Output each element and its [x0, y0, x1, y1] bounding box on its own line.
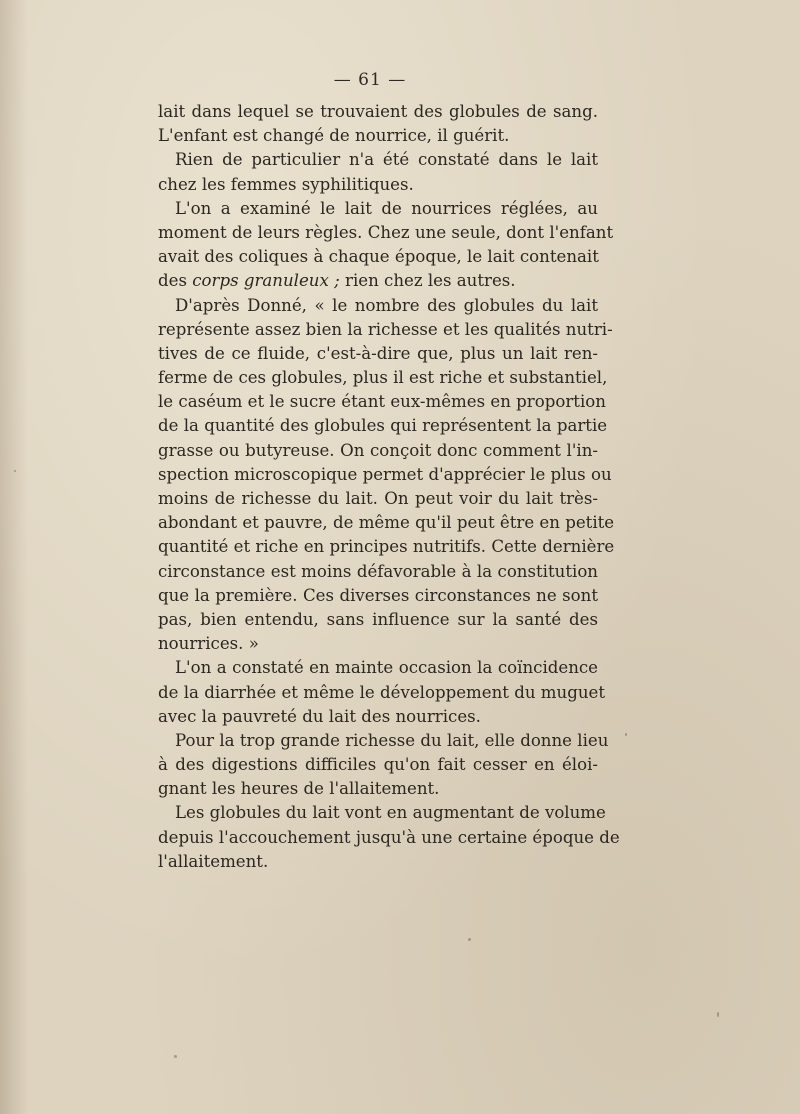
paper-speck: [14, 470, 16, 472]
paragraph: [158, 294, 615, 657]
text-line: depuis l'accouchement jusqu'à une certaine époque de: [158, 827, 620, 847]
paragraph: [158, 197, 614, 294]
text-line: D'après Donné, « le nombre des globules du lait: [175, 295, 598, 315]
text-line: abondant et pauvre, de même qu'il peut être en petite: [158, 513, 615, 533]
text-line: [158, 269, 598, 293]
page-body: [158, 100, 620, 874]
paragraph: [158, 148, 598, 196]
text-line: chez les femmes syphilitiques.: [158, 174, 414, 194]
text-line: moment de leurs règles. Chez une seule, dont l'enfant: [158, 222, 614, 242]
paragraph: [158, 100, 598, 148]
paper-speck: [625, 733, 627, 736]
text-line: ferme de ces globules, plus il est riche et substantiel,: [158, 368, 608, 388]
text-line: L'on a constaté en mainte occasion la coïncidence: [175, 658, 598, 678]
text-line: avec la pauvreté du lait des nourrices.: [158, 706, 481, 726]
paper-speck: [717, 1012, 719, 1017]
page-number: — 61 —: [333, 70, 407, 90]
text-line: grasse ou butyreuse. On conçoit donc comment l'in-: [158, 440, 598, 460]
text-line: nourrices. »: [158, 634, 259, 654]
text-line: à des digestions difficiles qu'on fait cesser en éloi-: [158, 755, 598, 775]
text-line: de la diarrhée et même le développement du muguet: [158, 682, 606, 702]
paper-speck: [174, 1055, 177, 1058]
text-line: gnant les heures de l'allaitement.: [158, 779, 440, 799]
text-line: lait dans lequel se trouvaient des globules de sang.: [158, 102, 598, 121]
text-line: de la quantité des globules qui représentent la partie: [158, 416, 608, 436]
text-line: le caséum et le sucre étant eux-mêmes en proportion: [158, 392, 606, 412]
text-line: représente assez bien la richesse et les qualités nutri-: [158, 319, 613, 339]
text-line: quantité et riche en principes nutritifs. Cette dernière: [158, 537, 615, 557]
text-line: avait des coliques à chaque époque, le lait contenait: [158, 247, 599, 267]
text-line: tives de ce fluide, c'est-à-dire que, plus un lait ren-: [158, 343, 598, 363]
text-line: l'allaitement.: [158, 851, 269, 871]
text-line: moins de richesse du lait. On peut voir du lait très-: [158, 489, 598, 508]
text-fragment: des: [158, 271, 193, 291]
text-line: circonstance est moins défavorable à la constitution: [158, 561, 598, 581]
text-line: Les globules du lait vont en augmentant de volume: [175, 803, 606, 823]
text-line: que la première. Ces diverses circonstances ne sont: [158, 585, 598, 605]
text-fragment: rien chez les autres.: [339, 271, 516, 291]
italic-term: corps granuleux ;: [192, 271, 340, 291]
paper-speck: [468, 938, 471, 941]
paragraph: [158, 656, 606, 729]
text-line: Rien de particulier n'a été constaté dans le lait: [175, 150, 598, 170]
text-line: L'on a examiné le lait de nourrices réglées, au: [175, 198, 598, 218]
paragraph: [158, 729, 609, 802]
text-line: L'enfant est changé de nourrice, il guérit.: [158, 126, 510, 146]
paragraph: [158, 801, 620, 874]
text-line: spection microscopique permet d'apprécier le plus ou: [158, 464, 612, 484]
text-line: pas, bien entendu, sans influence sur la santé des: [158, 609, 598, 629]
text-line: Pour la trop grande richesse du lait, elle donne lieu: [175, 730, 609, 750]
